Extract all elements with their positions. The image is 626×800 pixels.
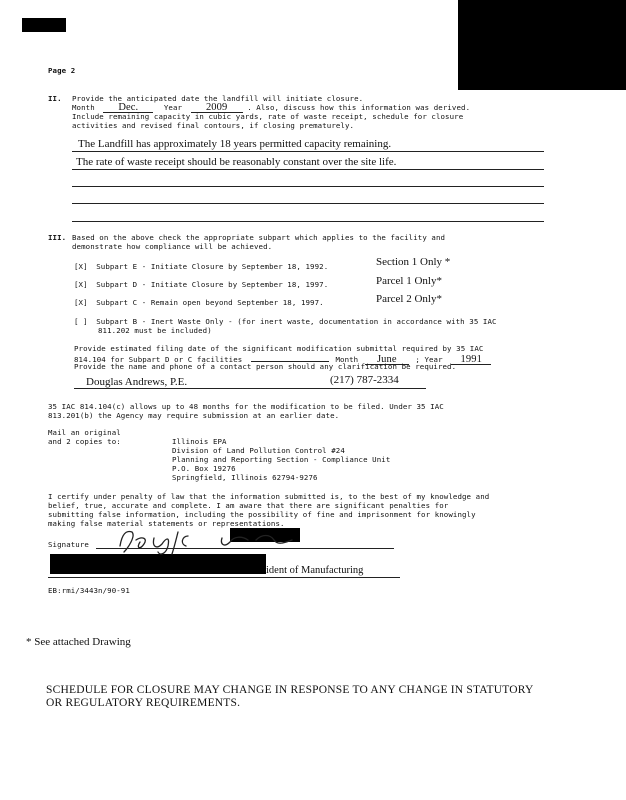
mail-address-4: P.O. Box 19276	[172, 464, 236, 473]
answer-rule-2	[72, 169, 544, 170]
contact-name: Douglas Andrews, P.E.	[86, 376, 188, 388]
signature-rule	[96, 548, 394, 549]
footnote: * See attached Drawing	[26, 636, 131, 648]
reference-code: EB:rmi/3443n/90-91	[48, 586, 130, 595]
filing-blank	[251, 353, 329, 362]
title-rule	[48, 577, 400, 578]
iac-note-line-1: 35 IAC 814.104(c) allows up to 48 months for the modification to be filed. Under 35 IAC	[48, 402, 444, 411]
year-label: Year	[163, 103, 183, 112]
answer-line-2: The rate of waste receipt should be reasonably constant over the site life.	[76, 156, 397, 168]
section-2-line-3: Include remaining capacity in cubic yards, rate of waste receipt, schedule for closure	[72, 112, 464, 121]
filing-year-label: ; Year	[415, 355, 443, 364]
mail-address-2: Division of Land Pollution Control #24	[172, 446, 345, 455]
checkbox-subpart-b: [ ]	[74, 317, 88, 326]
contact-rule	[74, 388, 426, 389]
section-3-line-1: Based on the above check the appropriate subpart which applies to the facility and	[72, 233, 446, 242]
year-value: 2009	[191, 103, 243, 113]
month-value: Dec.	[103, 103, 153, 113]
month-label: Month	[72, 103, 95, 112]
schedule-note-line-1: SCHEDULE FOR CLOSURE MAY CHANGE IN RESPONSE TO ANY CHANGE IN STATUTORY	[46, 684, 534, 696]
certify-line-1: I certify under penalty of law that the information submitted is, to the best of my knowledge and	[48, 492, 490, 501]
filing-month-label: Month	[335, 355, 359, 364]
option-subpart-e	[74, 262, 328, 271]
answer-rule-4	[72, 203, 544, 204]
option-subpart-c	[74, 298, 324, 307]
contact-phone: (217) 787-2334	[330, 374, 399, 386]
iac-note-line-2: 813.201(b) the Agency may require submission at an earlier date.	[48, 411, 340, 420]
certify-line-2: belief, true, accurate and complete. I am aware that there are significant penalties for	[48, 501, 449, 510]
certify-line-3: submitting false information, including the possibility of fine and imprisonment for knowingly	[48, 510, 476, 519]
page-label: Page 2	[48, 66, 76, 75]
option-subpart-e-note: Section 1 Only *	[376, 256, 451, 268]
answer-rule-3	[72, 186, 544, 187]
contact-request-line: Provide the name and phone of a contact person should any clarification be required.	[74, 362, 457, 371]
section-2-line-1: Provide the anticipated date the landfill will initiate closure.	[72, 94, 364, 103]
signature-label: Signature	[48, 540, 89, 549]
redaction-top-right	[458, 0, 626, 90]
filing-year-value: 1991	[451, 355, 491, 365]
option-subpart-d-note: Parcel 1 Only*	[376, 275, 442, 287]
option-subpart-c-text: Subpart C - Remain open beyond September 18, 1997.	[96, 298, 324, 307]
certify-line-4: making false material statements or representations.	[48, 519, 285, 528]
answer-rule-1	[72, 151, 544, 152]
checkbox-subpart-c: [X]	[74, 298, 88, 307]
option-subpart-c-note: Parcel 2 Only*	[376, 293, 442, 305]
handwritten-signature	[92, 522, 332, 558]
checkbox-subpart-e: [X]	[74, 262, 88, 271]
filing-line-1: Provide estimated filing date of the significant modification submittal required by 35 IAC	[74, 344, 484, 353]
filing-line-2-text: 814.104 for Subpart D or C facilities	[74, 355, 243, 364]
section-2-line-2-tail: . Also, discuss how this information was derived.	[247, 103, 471, 112]
filing-month-value: June	[365, 355, 409, 365]
mail-address-3: Planning and Reporting Section - Compliance Unit	[172, 455, 391, 464]
mail-label-2: and 2 copies to:	[48, 437, 121, 446]
answer-line-1: The Landfill has approximately 18 years permitted capacity remaining.	[78, 138, 392, 150]
section-2-line-4: activities and revised final contours, if closing prematurely.	[72, 121, 355, 130]
mail-address-1: Illinois EPA	[172, 437, 227, 446]
redaction-top-left	[22, 18, 66, 32]
option-subpart-e-text: Subpart E - Initiate Closure by September 18, 1992.	[96, 262, 329, 271]
section-3-number: III.	[48, 233, 67, 242]
answer-rule-5	[72, 221, 544, 222]
option-subpart-b-line-2: 811.202 must be included)	[98, 326, 212, 335]
section-3-line-2: demonstrate how compliance will be achieved.	[72, 242, 273, 251]
checkbox-subpart-d: [X]	[74, 280, 88, 289]
schedule-note-line-2: OR REGULATORY REQUIREMENTS.	[46, 697, 241, 709]
option-subpart-d	[74, 280, 328, 289]
title-fragment: ident of Manufacturing	[266, 565, 364, 576]
mail-address-5: Springfield, Illinois 62794-9276	[172, 473, 318, 482]
section-2-number: II.	[48, 94, 62, 103]
option-subpart-b	[74, 317, 497, 326]
mail-label-1: Mail an original	[48, 428, 121, 437]
option-subpart-b-text: Subpart B - Inert Waste Only - (for inert waste, documentation in accordance with 35 IAC	[96, 317, 497, 326]
option-subpart-d-text: Subpart D - Initiate Closure by September 18, 1997.	[96, 280, 329, 289]
